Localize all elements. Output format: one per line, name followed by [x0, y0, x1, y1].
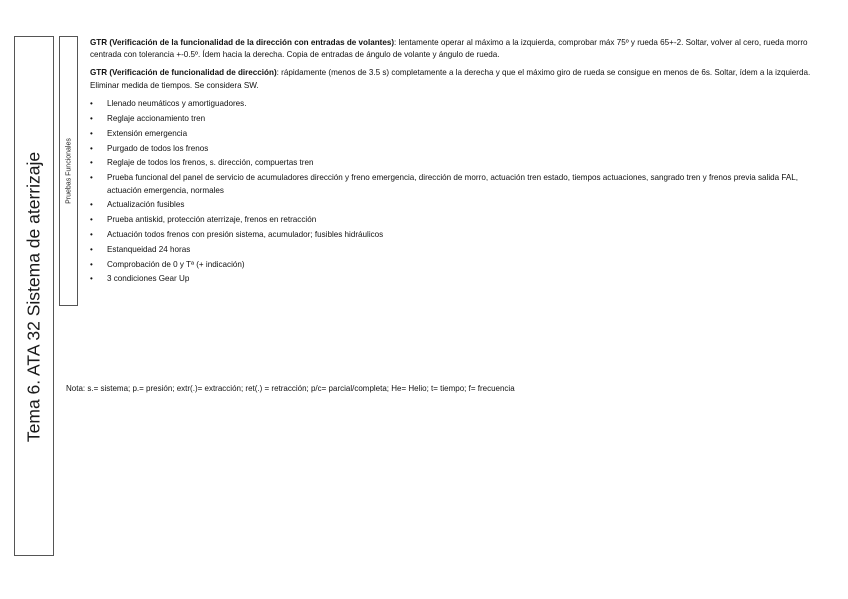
chapter-title: Tema 6. ATA 32 Sistema de aterrizaje	[23, 151, 44, 443]
list-item: • Reglaje accionamiento tren	[90, 113, 832, 125]
section-label: Pruebas Funcionales	[65, 138, 73, 204]
list-item: • Comprobación de 0 y Tª (+ indicación)	[90, 259, 832, 271]
bullet-icon: •	[90, 274, 93, 284]
bullet-icon: •	[90, 215, 93, 225]
list-item: • Extensión emergencia	[90, 128, 832, 140]
bullet-icon: •	[90, 158, 93, 168]
bullet-icon: •	[90, 259, 93, 269]
paragraph-heading: GTR (Verificación de funcionalidad de dirección)	[90, 68, 277, 78]
bullet-icon: •	[90, 99, 93, 109]
list-item: • Llenado neumáticos y amortiguadores.	[90, 98, 832, 110]
paragraph-heading: GTR (Verificación de la funcionalidad de la dirección con entradas de volantes)	[90, 38, 395, 47]
list-item: • 3 condiciones Gear Up	[90, 273, 832, 285]
list-item: • Reglaje de todos los frenos, s. dirección, compuertas tren	[90, 157, 832, 169]
bullet-icon: •	[90, 143, 93, 153]
list-item: • Prueba funcional del panel de servicio de acumuladores dirección y freno emergencia, dirección de morro, actuación tren estado, tiempos actuaciones, sangrado tren y frenos previa salida FAL, actuación emergencia, normales	[90, 173, 799, 195]
bullet-icon: •	[90, 173, 93, 183]
list-item: • Purgado de todos los frenos	[90, 143, 832, 155]
bullet-icon: •	[90, 244, 93, 254]
paragraph-text: : rápidamente (menos de 3.5 s) completamente a la derecha y que el máximo giro de rueda se consigue en menos de 6s. Soltar, ídem a la izquierda. Eliminar medida de tiempos. Se considera SW.	[90, 68, 811, 90]
bullet-icon: •	[90, 200, 93, 210]
list-item: • Actualización fusibles	[90, 199, 832, 211]
bullet-icon: •	[90, 229, 93, 239]
content-area	[90, 37, 832, 288]
list-item: • Estanqueidad 24 horas	[90, 244, 832, 256]
bullet-icon: •	[90, 113, 93, 123]
paragraph-steering-inputs	[90, 37, 832, 62]
paragraph-steering-speed	[90, 67, 832, 92]
bullet-icon: •	[90, 128, 93, 138]
list-item: • Actuación todos frenos con presión sistema, acumulador; fusibles hidráulicos	[90, 229, 832, 241]
abbreviations-note: Nota: s.= sistema; p.= presión; extr(.)= extracción; ret(.) = retracción; p/c= parcial/completa; He= Helio; t= tiempo; f= frecuencia	[66, 384, 515, 393]
paragraph-text: : lentamente operar al máximo a la izquierda, comprobar máx 75º y rueda 65+-2. Soltar, volver al cero, rueda morro centrada con tolerancia +-0.5º. Ídem hacia la derecha. Copia de entradas de ángulo de volante y ángulo de rueda.	[90, 38, 808, 60]
list-item: • Prueba antiskid, protección aterrizaje, frenos en retracción	[90, 214, 832, 226]
functional-tests-list	[90, 98, 832, 286]
